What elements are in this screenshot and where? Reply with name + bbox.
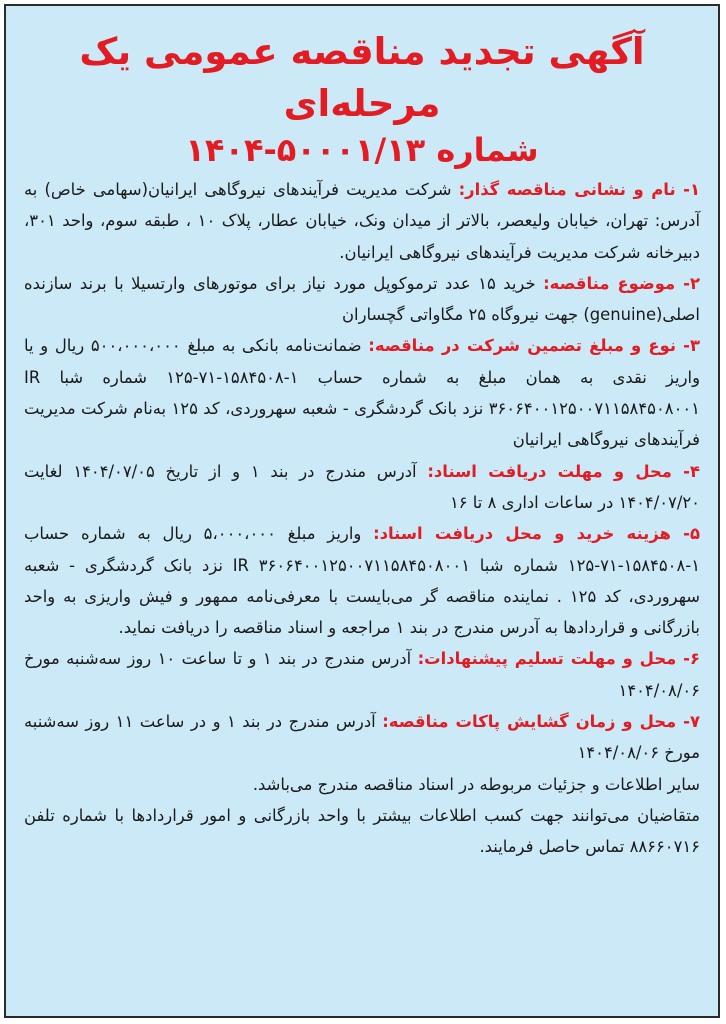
item-tender-subject	[24, 268, 700, 331]
notice-number-label: شماره	[436, 131, 539, 169]
notice-body	[6, 170, 718, 863]
notice-number-value: ۱۴۰۴-۵۰۰۰۱/۱۳	[185, 131, 426, 169]
tender-notice	[4, 4, 720, 1018]
item-text: ضمانت‌نامه بانکی به مبلغ ۵۰۰،۰۰۰،۰۰۰ ریال و یا واریز نقدی به همان مبلغ به شماره حساب ۱-۱۵۸۴۵۰۸-۷۱-۱۲۵ شماره شبا IR ۳۶۰۶۴۰۰۱۲۵۰۰۷۱۱۵۸۴۵۰۸۰۰۱ نزد بانک گردشگری - شعبه سهروردی، کد ۱۲۵ به‌نام شرکت مدیریت فرآیندهای نیروگاهی ایرانیان	[24, 336, 700, 450]
item-document-receipt	[24, 456, 700, 519]
item-text: خرید ۱۵ عدد ترموکوپل مورد نیاز برای موتورهای وارتسیلا با برند سازنده اصلی(genuine) جهت نیروگاه ۲۵ مگاواتی گچساران	[24, 273, 700, 325]
notice-number-line	[6, 130, 718, 170]
item-heading: ۳- نوع و مبلغ تضمین شرکت در مناقصه:	[368, 336, 700, 356]
item-tender-organizer	[24, 174, 700, 268]
item-heading: ۴- محل و مهلت دریافت اسناد:	[427, 461, 700, 481]
item-heading: ۱- نام و نشانی مناقصه گذار:	[458, 180, 700, 199]
item-bid-opening	[24, 706, 700, 769]
note-contact: متقاضیان می‌توانند جهت کسب اطلاعات بیشتر با واحد بازرگانی و امور قراردادها با شماره تلفن ۸۸۶۶۰۷۱۶ تماس حاصل فرمایند.	[24, 805, 700, 857]
item-heading: ۶- محل و مهلت تسلیم پیشنهادات:	[417, 649, 700, 669]
item-text: آدرس مندرج در بند ۱ و در ساعت ۱۱ روز سه‌شنبه مورخ ۱۴۰۴/۰۸/۰۶	[24, 712, 700, 763]
item-text: شرکت مدیریت فرآیندهای نیروگاهی ایرانیان(سهامی خاص) به آدرس: تهران، خیابان ولیعصر، بالاتر از میدان ونک، خیابان عطار، پلاک ۱۰ ، طبقه سوم، واحد ۳۰۱، دبیرخانه شرکت مدیریت فرآیندهای نیروگاهی ایرانیان.	[24, 180, 701, 262]
notice-header	[6, 6, 718, 170]
item-text: آدرس مندرج در بند ۱ و از تاریخ ۱۴۰۴/۰۷/۰۵ لغایت ۱۴۰۴/۰۷/۲۰ در ساعات اداری ۸ تا ۱۶	[24, 461, 700, 512]
item-bid-submission	[24, 643, 700, 706]
notice-title: آگهی تجدید مناقصه عمومی یک مرحله‌ای	[79, 30, 645, 125]
item-heading: ۵- هزینه خرید و محل دریافت اسناد:	[373, 524, 700, 544]
item-text: واریز مبلغ ۵،۰۰۰،۰۰۰ ریال به شماره حساب ۱-۱۵۸۴۵۰۸-۷۱-۱۲۵ شماره شبا IR ۳۶۰۶۴۰۰۱۲۵۰۰۷۱۱۵۸۴۵۰۸۰۰۱ نزد بانک گردشگری - شعبه سهروردی، کد ۱۲۵ . نماینده مناقصه گر می‌بایست با معرفی‌نامه ممهور و فیش واریزی به واحد بازرگانی و قراردادها به آدرس مندرج در بند ۱ مراجعه و اسناد مناقصه را دریافت نماید.	[24, 524, 700, 638]
item-guarantee	[24, 330, 700, 455]
item-text: آدرس مندرج در بند ۱ و تا ساعت ۱۰ روز سه‌شنبه مورخ ۱۴۰۴/۰۸/۰۶	[24, 649, 700, 700]
item-document-fee	[24, 518, 700, 643]
item-heading: ۲- موضوع مناقصه:	[543, 273, 700, 293]
item-heading: ۷- محل و زمان گشایش پاکات مناقصه:	[382, 712, 700, 732]
note-details: سایر اطلاعات و جزئیات مربوطه در اسناد مناقصه مندرج می‌باشد.	[252, 774, 700, 794]
